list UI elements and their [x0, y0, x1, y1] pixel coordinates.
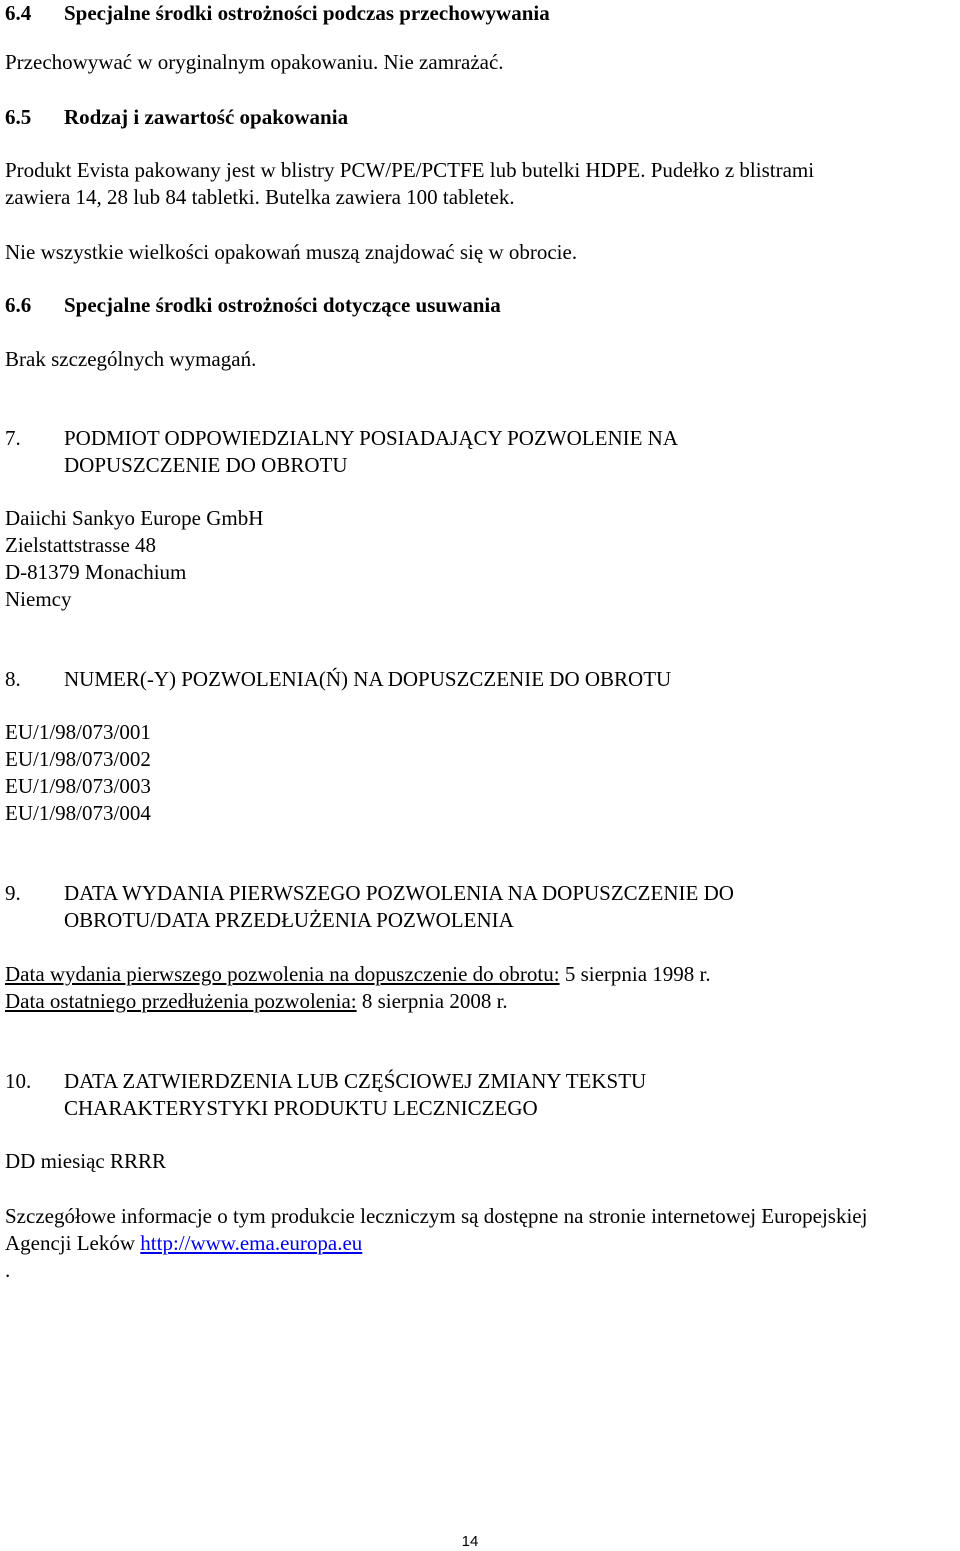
section-6-6-number: 6.6: [5, 293, 32, 317]
address-line: D-81379 Monachium: [5, 560, 187, 584]
ema-info-line: Szczegółowe informacje o tym produkcie leczniczym są dostępne na stronie internetowej Europejskiej: [5, 1204, 868, 1228]
section-6-6-body: Brak szczególnych wymagań.: [5, 347, 257, 371]
section-6-5-body: [5, 157, 814, 211]
section-7-number: 7.: [5, 426, 21, 450]
section-6-5-title: Rodzaj i zawartość opakowania: [64, 105, 349, 129]
section-6-4-number: 6.4: [5, 1, 32, 25]
section-9-title: [64, 880, 734, 934]
section-6-4-title: Specjalne środki ostrożności podczas przechowywania: [64, 1, 550, 25]
address-line: Niemcy: [5, 587, 72, 611]
ema-website-link[interactable]: http://www.ema.europa.eu: [140, 1231, 363, 1255]
section-10-title: [64, 1068, 646, 1122]
section-8-number: 8.: [5, 667, 21, 691]
section-10-number: 10.: [5, 1069, 32, 1093]
first-authorisation-date: 5 sierpnia 1998 r.: [559, 962, 711, 986]
ema-info: [5, 1203, 867, 1284]
authorisation-numbers: [5, 719, 151, 827]
section-10-title-line: DATA ZATWIERDZENIA LUB CZĘŚCIOWEJ ZMIANY TEKSTU: [64, 1069, 647, 1093]
address-line: Zielstattstrasse 48: [5, 533, 157, 557]
trailing-period: .: [5, 1258, 11, 1282]
renewal-date: 8 sierpnia 2008 r.: [356, 989, 508, 1013]
section-8-title: NUMER(-Y) POZWOLENIA(Ń) NA DOPUSZCZENIE DO OBROTU: [64, 667, 672, 691]
authorisation-number: EU/1/98/073/002: [5, 747, 151, 771]
address-line: Daiichi Sankyo Europe GmbH: [5, 506, 264, 530]
ema-info-prefix: Agencji Leków: [5, 1231, 141, 1255]
section-6-4-body: Przechowywać w oryginalnym opakowaniu. Nie zamrażać.: [5, 50, 504, 74]
section-7-title: [64, 425, 678, 479]
section-6-6-title: Specjalne środki ostrożności dotyczące usuwania: [64, 293, 501, 317]
section-9-number: 9.: [5, 881, 21, 905]
section-7-title-line: PODMIOT ODPOWIEDZIALNY POSIADAJĄCY POZWOLENIE NA: [64, 426, 679, 450]
ema-info-line: [5, 1230, 867, 1257]
renewal-label: Data ostatniego przedłużenia pozwolenia:: [5, 989, 357, 1013]
first-authorisation-label: Data wydania pierwszego pozwolenia na dopuszczenie do obrotu:: [5, 962, 560, 986]
section-9-title-line: DATA WYDANIA PIERWSZEGO POZWOLENIA NA DOPUSZCZENIE DO: [64, 881, 734, 905]
authorisation-number: EU/1/98/073/004: [5, 801, 151, 825]
authorisation-number: EU/1/98/073/003: [5, 774, 151, 798]
revision-date: DD miesiąc RRRR: [5, 1149, 166, 1173]
authorisation-dates: [5, 961, 711, 1015]
first-authorisation-line: [5, 961, 711, 988]
section-10-title-line: CHARAKTERYSTYKI PRODUKTU LECZNICZEGO: [64, 1096, 538, 1120]
page-number: 14: [461, 1533, 479, 1550]
section-7-title-line: DOPUSZCZENIE DO OBROTU: [64, 453, 348, 477]
section-6-5-body-line: zawiera 14, 28 lub 84 tabletki. Butelka zawiera 100 tabletek.: [5, 185, 515, 209]
authorisation-number: EU/1/98/073/001: [5, 720, 151, 744]
mah-address: [5, 505, 263, 613]
section-6-5-availability-note: Nie wszystkie wielkości opakowań muszą znajdować się w obrocie.: [5, 240, 578, 264]
section-6-5-number: 6.5: [5, 105, 32, 129]
renewal-line: [5, 988, 711, 1015]
section-6-5-body-line: Produkt Evista pakowany jest w blistry PCW/PE/PCTFE lub butelki HDPE. Pudełko z blistrami: [5, 158, 815, 182]
section-9-title-line: OBROTU/DATA PRZEDŁUŻENIA POZWOLENIA: [64, 908, 514, 932]
